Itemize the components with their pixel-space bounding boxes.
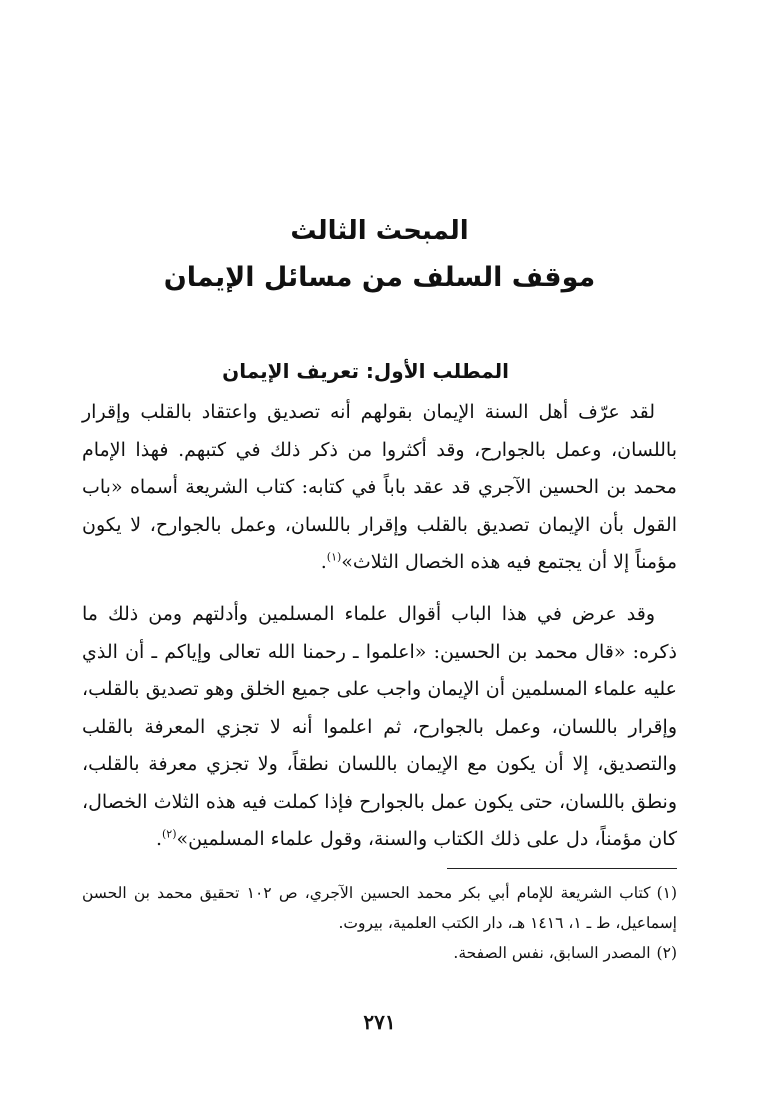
chapter-title: المبحث الثالث [290, 216, 469, 246]
paragraph-2-text: وقد عرض في هذا الباب أقوال علماء المسلمين وأدلتهم ومن ذلك ما ذكره: «قال محمد بن الحسين: «اعلموا ـ رحمنا الله تعالى وإياكم ـ أن الذي عليه علماء المسلمين أن الإيمان واجب على جميع الخلق وهو تصديق بالقلب، وإقرار باللسان، وعمل بالجوارح، ثم اعلموا أنه لا تجزي المعرفة بالقلب والتصديق، إلا أن يكون مع الإيمان باللسان نطقاً، ولا تجزي معرفة بالقلب، ونطق باللسان، حتى يكون عمل بالجوارح فإذا كملت فيه هذه الثلاث الخصال، كان مؤمناً، دل على ذلك الكتاب والسنة، وقول علماء المسلمين» [82, 603, 677, 850]
page-number: ٢٧١ [363, 1010, 396, 1034]
footnotes [82, 878, 677, 968]
footnote-2-number: (٢) [656, 944, 677, 962]
chapter-subtitle: موقف السلف من مسائل الإيمان [163, 262, 596, 293]
section-title: المطلب الأول: تعريف الإيمان [222, 359, 509, 383]
footnote-1-text: كتاب الشريعة للإمام أبي بكر محمد الحسين الآجري، ص ١٠٢ تحقيق محمد بن الحسن إسماعيل، ط ـ ١، ١٤١٦ هـ، دار الكتب العلمية، بيروت. [82, 884, 677, 932]
paragraph-2-end: . [155, 828, 162, 850]
chapter-heading [60, 212, 699, 300]
footnote-ref-2[interactable]: (٢) [161, 827, 177, 841]
footnote-1 [82, 878, 677, 938]
paragraph-1-text: لقد عرّف أهل السنة الإيمان بقولهم أنه تصديق واعتقاد بالقلب وإقرار باللسان، وعمل بالجوارح، وقد أكثروا من ذكر ذلك في كتبهم. فهذا الإمام محمد بن الحسين الآجري قد عقد باباً في كتابه: كتاب الشريعة أسماه «باب القول بأن الإيمان تصديق بالقلب وإقرار باللسان، وعمل بالجوارح، لا يكون مؤمناً إلا أن يجتمع فيه هذه الخصال الثلاث» [82, 401, 677, 573]
footnote-2 [82, 938, 677, 968]
paragraph-1-end: . [320, 551, 327, 573]
footnote-1-number: (١) [656, 884, 678, 902]
paragraph-1 [82, 394, 677, 582]
paragraph-2 [82, 596, 677, 859]
footnote-ref-1[interactable]: (١) [326, 550, 342, 564]
footnote-2-text: المصدر السابق، نفس الصفحة. [453, 944, 651, 962]
footnote-divider [447, 868, 677, 869]
